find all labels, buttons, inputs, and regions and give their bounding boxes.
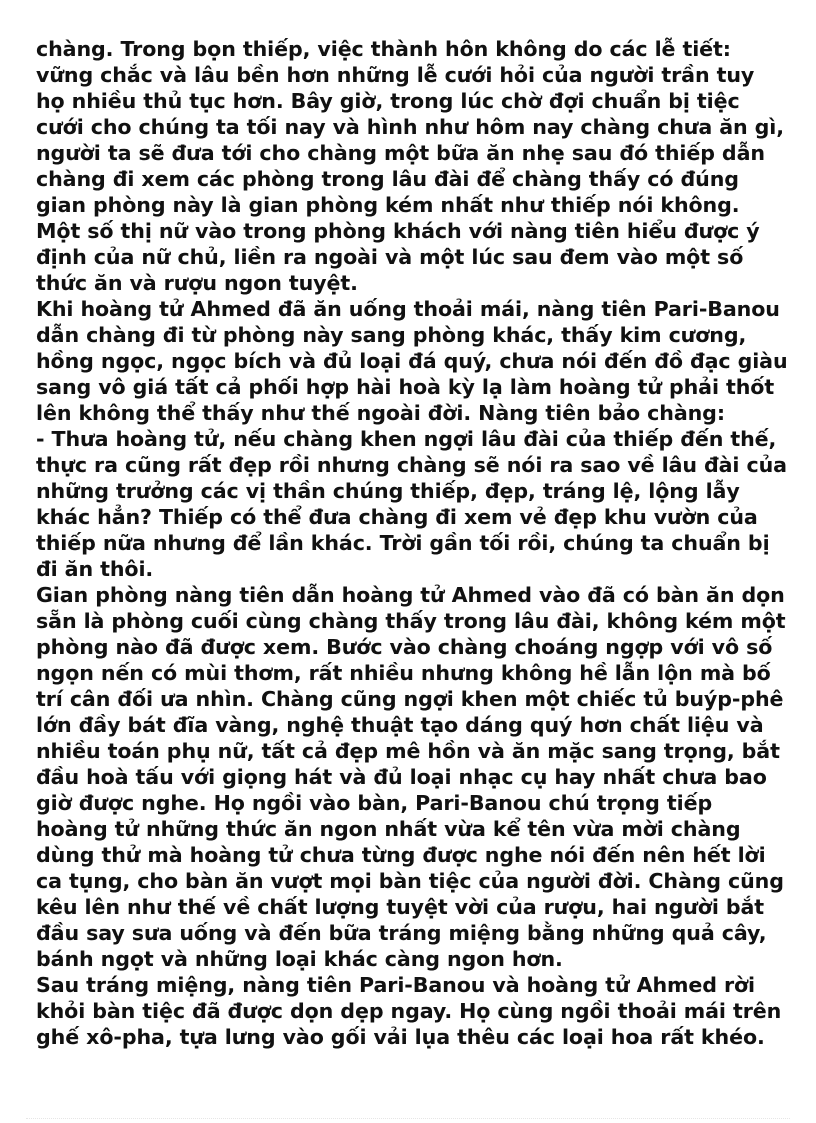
text-line: sang vô giá tất cả phối hợp hài hoà kỳ lạ làm hoàng tử phải thốt: [36, 375, 775, 399]
text-line: những trưởng các vị thần chúng thiếp, đẹp, tráng lệ, lộng lẫy: [36, 479, 740, 503]
text-line: chàng. Trong bọn thiếp, việc thành hôn không do các lễ tiết:: [36, 37, 731, 61]
text-line: thực ra cũng rất đẹp rồi nhưng chàng sẽ nói ra sao về lâu đài của: [36, 453, 787, 477]
text-line: người ta sẽ đưa tới cho chàng một bữa ăn nhẹ sau đó thiếp dẫn: [36, 141, 765, 165]
text-line: nhiều toán phụ nữ, tất cả đẹp mê hồn và ăn mặc sang trọng, bắt: [36, 739, 780, 763]
text-line: Khi hoàng tử Ahmed đã ăn uống thoải mái, nàng tiên Pari-Banou: [36, 297, 780, 321]
text-line: trí cân đối ưa nhìn. Chàng cũng ngợi khen một chiếc tủ buýp-phê: [36, 687, 784, 711]
text-line: Sau tráng miệng, nàng tiên Pari-Banou và hoàng tử Ahmed rời: [36, 973, 756, 997]
text-line: ca tụng, cho bàn ăn vượt mọi bàn tiệc của người đời. Chàng cũng: [36, 869, 784, 893]
text-line: ghế xô-pha, tựa lưng vào gối vải lụa thêu các loại hoa rất khéo.: [36, 1025, 765, 1049]
text-line: Gian phòng nàng tiên dẫn hoàng tử Ahmed vào đã có bàn ăn dọn: [36, 583, 785, 607]
text-line: hoàng tử những thức ăn ngon nhất vừa kể tên vừa mời chàng: [36, 817, 741, 841]
page-bottom-divider: [26, 1118, 790, 1119]
text-line: dùng thử mà hoàng tử chưa từng được nghe nói đến nên hết lời: [36, 843, 766, 867]
text-line: đầu say sưa uống và đến bữa tráng miệng bằng những quả cây,: [36, 921, 767, 945]
text-line: định của nữ chủ, liền ra ngoài và một lúc sau đem vào một số: [36, 245, 744, 269]
text-line: khác hẳn? Thiếp có thể đưa chàng đi xem vẻ đẹp khu vườn của: [36, 505, 758, 529]
document-page: [36, 36, 788, 1050]
text-line: vững chắc và lâu bền hơn những lễ cưới hỏi của người trần tuy: [36, 63, 755, 87]
text-line: ngọn nến có mùi thơm, rất nhiều nhưng không hề lẫn lộn mà bố: [36, 661, 771, 685]
text-line: đi ăn thôi.: [36, 557, 154, 581]
text-line: thiếp nữa nhưng để lần khác. Trời gần tối rồi, chúng ta chuẩn bị: [36, 531, 770, 555]
text-line: đầu hoà tấu với giọng hát và đủ loại nhạc cụ hay nhất chưa bao: [36, 765, 767, 789]
text-line: khỏi bàn tiệc đã được dọn dẹp ngay. Họ cùng ngồi thoải mái trên: [36, 999, 782, 1023]
text-line: thức ăn và rượu ngon tuyệt.: [36, 271, 358, 295]
text-line: giờ được nghe. Họ ngồi vào bàn, Pari-Banou chú trọng tiếp: [36, 791, 713, 815]
text-line: dẫn chàng đi từ phòng này sang phòng khác, thấy kim cương,: [36, 323, 747, 347]
text-line: hồng ngọc, ngọc bích và đủ loại đá quý, chưa nói đến đồ đạc giàu: [36, 349, 788, 373]
text-line: chàng đi xem các phòng trong lâu đài để chàng thấy có đúng: [36, 167, 739, 191]
text-line: lên không thể thấy như thế ngoài đời. Nàng tiên bảo chàng:: [36, 401, 725, 425]
text-line: sẵn là phòng cuối cùng chàng thấy trong lâu đài, không kém một: [36, 609, 786, 633]
text-line: gian phòng này là gian phòng kém nhất như thiếp nói không.: [36, 193, 740, 217]
body-text: [36, 36, 788, 1050]
text-line: lớn đầy bát đĩa vàng, nghệ thuật tạo dáng quý hơn chất liệu và: [36, 713, 764, 737]
text-line: bánh ngọt và những loại khác càng ngon hơn.: [36, 947, 563, 971]
text-line: - Thưa hoàng tử, nếu chàng khen ngợi lâu đài của thiếp đến thế,: [36, 427, 777, 451]
text-line: kêu lên như thế về chất lượng tuyệt vời của rượu, hai người bắt: [36, 895, 765, 919]
text-line: phòng nào đã được xem. Bước vào chàng choáng ngợp với vô số: [36, 635, 773, 659]
text-line: Một số thị nữ vào trong phòng khách với nàng tiên hiểu được ý: [36, 219, 760, 243]
text-line: họ nhiều thủ tục hơn. Bây giờ, trong lúc chờ đợi chuẩn bị tiệc: [36, 89, 740, 113]
text-line: cưới cho chúng ta tối nay và hình như hôm nay chàng chưa ăn gì,: [36, 115, 784, 139]
